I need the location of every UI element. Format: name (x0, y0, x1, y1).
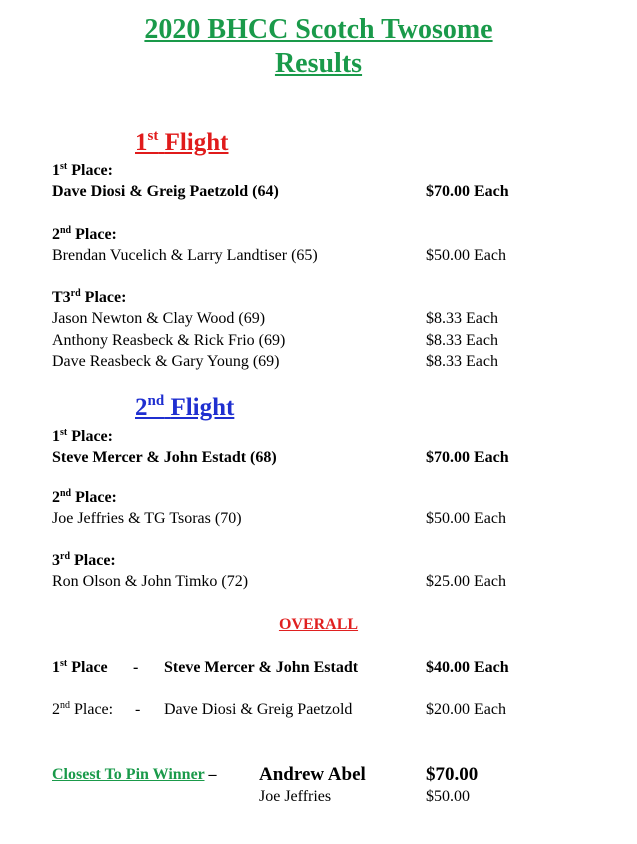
flight-1-label: Flight (164, 129, 229, 156)
dash: – (208, 766, 217, 783)
closest-to-pin-runner-amount: $50.00 (426, 788, 470, 805)
closest-to-pin-label: Closest To Pin Winner (52, 766, 205, 783)
place-number: 3 (52, 552, 60, 569)
closest-to-pin-winner-name: Andrew Abel (259, 764, 366, 785)
overall-second-place-prize: $20.00 Each (426, 701, 506, 718)
flight-1-second-place-heading (52, 225, 117, 245)
flight-1-second-place-prize: $50.00 Each (426, 247, 506, 264)
flight-1-heading (135, 128, 229, 158)
place-suffix: nd (60, 700, 70, 711)
flight-1-first-place-prize: $70.00 Each (426, 183, 509, 200)
place-suffix: rd (70, 288, 81, 299)
place-label: Place (71, 659, 108, 676)
flight-2-third-place-heading (52, 551, 116, 571)
flight-2-number: 2 (135, 394, 148, 421)
flight-1-first-place-heading (52, 161, 113, 181)
flight-2-first-place-prize: $70.00 Each (426, 449, 509, 466)
flight-1-third-place-prize-2: $8.33 Each (426, 332, 498, 349)
overall-first-place-dash: - (133, 659, 139, 676)
flight-1-number: 1 (135, 129, 148, 156)
place-number: 1 (52, 162, 60, 179)
place-suffix: st (60, 658, 68, 669)
overall-second-place-dash: - (135, 701, 141, 718)
flight-1-third-place-names-1: Jason Newton & Clay Wood (69) (52, 310, 266, 327)
place-label: Place: (75, 489, 117, 506)
place-suffix: rd (60, 551, 70, 562)
place-number: 1 (52, 428, 60, 445)
place-number: 1 (52, 659, 60, 676)
overall-first-place-names: Steve Mercer & John Estadt (164, 659, 359, 676)
place-number: T3 (52, 289, 71, 306)
flight-1-third-place-prize-3: $8.33 Each (426, 353, 498, 370)
overall-heading: OVERALL (278, 616, 359, 633)
flight-2-third-place-prize: $25.00 Each (426, 573, 506, 590)
closest-to-pin-winner-amount: $70.00 (426, 764, 479, 785)
flight-2-second-place-names: Joe Jeffries & TG Tsoras (70) (52, 510, 242, 527)
overall-second-place-names: Dave Diosi & Greig Paetzold (164, 701, 353, 718)
place-label: Place: (74, 552, 116, 569)
place-label: Place: (74, 701, 114, 718)
place-suffix: nd (60, 488, 72, 499)
flight-1-third-place-prize-1: $8.33 Each (426, 310, 498, 327)
place-label: Place: (84, 289, 127, 306)
flight-2-heading (135, 393, 234, 423)
place-number: 2 (52, 701, 60, 718)
place-number: 2 (52, 489, 60, 506)
page-title: 2020 BHCC Scotch Twosome (144, 14, 493, 45)
flight-2-second-place-prize: $50.00 Each (426, 510, 506, 527)
flight-2-first-place-names: Steve Mercer & John Estadt (68) (52, 449, 277, 466)
flight-2-first-place-heading (52, 427, 113, 447)
flight-1-third-place-heading (52, 288, 126, 308)
flight-2-suffix: nd (147, 393, 165, 409)
place-label: Place: (71, 428, 113, 445)
flight-2-third-place-names: Ron Olson & John Timko (72) (52, 573, 249, 590)
flight-2-label: Flight (170, 394, 235, 421)
place-suffix: nd (60, 225, 72, 236)
overall-second-place-label (52, 700, 113, 720)
overall-first-place-label (52, 658, 108, 678)
flight-1-first-place-names: Dave Diosi & Greig Paetzold (64) (52, 183, 279, 200)
flight-2-second-place-heading (52, 488, 117, 508)
overall-first-place-prize: $40.00 Each (426, 659, 509, 676)
place-label: Place: (71, 162, 113, 179)
flight-1-third-place-names-3: Dave Reasbeck & Gary Young (69) (52, 353, 280, 370)
flight-1-second-place-names: Brendan Vucelich & Larry Landtiser (65) (52, 247, 318, 264)
closest-to-pin-dash (205, 766, 217, 783)
place-number: 2 (52, 226, 60, 243)
closest-to-pin-runner-name: Joe Jeffries (259, 788, 332, 805)
place-suffix: st (60, 427, 68, 438)
place-label: Place: (75, 226, 117, 243)
place-suffix: st (60, 161, 68, 172)
flight-1-suffix: st (147, 128, 159, 144)
closest-to-pin-label-line (52, 765, 217, 785)
page-subtitle: Results (274, 48, 363, 79)
flight-1-third-place-names-2: Anthony Reasbeck & Rick Frio (69) (52, 332, 286, 349)
